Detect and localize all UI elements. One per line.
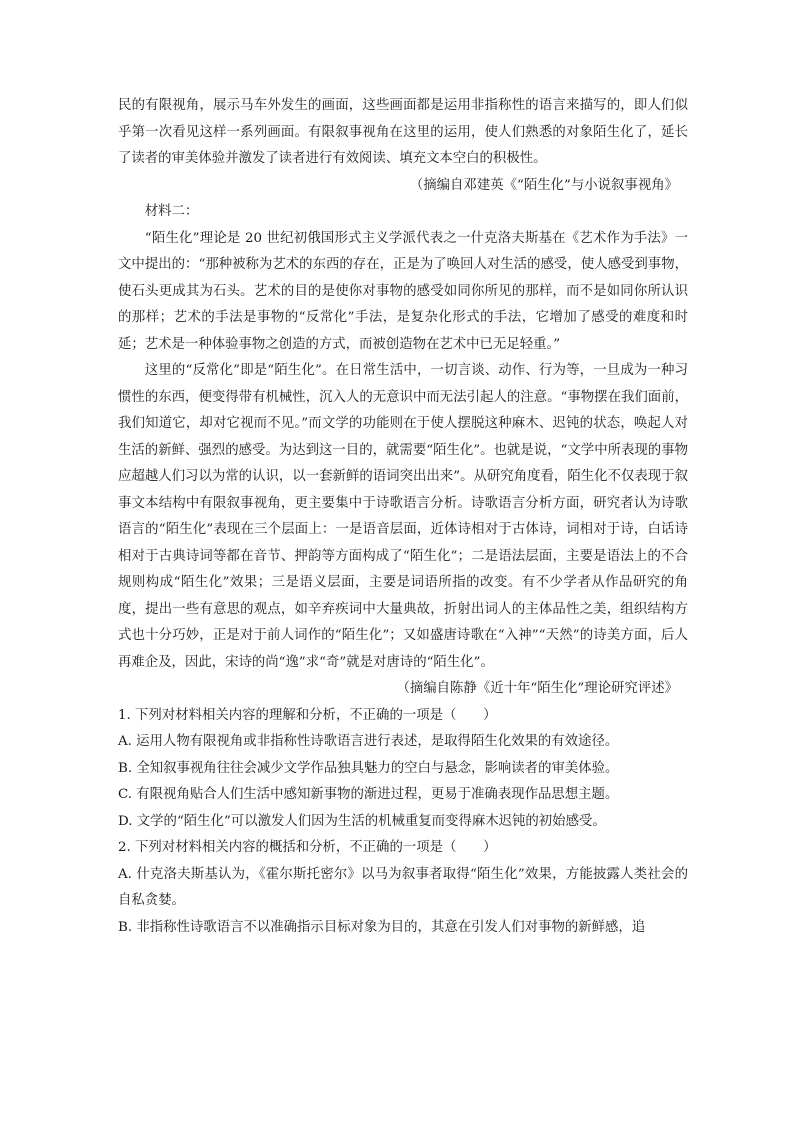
- material-two-paragraph-1: “陌生化”理论是 20 世纪初俄国形式主义学派代表之一什克洛夫斯基在《艺术作为手法》一文中提出的：“那种被称为艺术的东西的存在，正是为了唤回人对生活的感受，使人感受到事物，使石头更成其为石头。艺术的目的是使你对事物的感受如同你所见的那样，而不是如同你所认识的那样；艺术的手法是事物的“反常化”手法，是复杂化形式的手法，它增加了感受的难度和时延；艺术是一种体验事物之创造的方式，而被创造物在艺术中已无足轻重。”: [118, 230, 688, 352]
- source-citation-one: （摘编自邓建英《“陌生化”与小说叙事视角》: [409, 177, 678, 193]
- question-2-option-b: B. 非指称性诗歌语言不以准确指示目标对象为目的，其意在引发人们对事物的新鲜感，追: [118, 919, 646, 935]
- question-1-option-c: C. 有限视角贴合人们生活中感知新事物的渐进过程，更易于准确表现作品思想主题。: [118, 787, 619, 802]
- question-2-option-a: A. 什克洛夫斯基认为，《霍尔斯托密尔》以马为叙事者取得“陌生化”效果，方能披露人类社会的自私贪婪。: [118, 866, 688, 908]
- question-1: [118, 703, 688, 836]
- question-1-option-a: A. 运用人物有限视角或非指称性诗歌语言进行表述，是取得陌生化效果的有效途径。: [118, 734, 619, 749]
- source-citation-two: （摘编自陈静《近十年“陌生化”理论研究评述》: [396, 681, 678, 696]
- material-two-heading: 材料二：: [144, 204, 199, 219]
- question-1-option-d: D. 文学的“陌生化”可以激发人们因为生活的机械重复而变得麻木迟钝的初始感受。: [118, 813, 606, 829]
- question-1-stem: 1. 下列对材料相关内容的理解和分析，不正确的一项是（ ）: [118, 707, 497, 723]
- question-2: [118, 835, 688, 941]
- document-page: [118, 93, 688, 941]
- material-one-paragraph: 民的有限视角，展示马车外发生的画面，这些画面都是运用非指称性的语言来描写的，即人们似乎第一次看见这样一系列画面。有限叙事视角在这里的运用，使人们熟悉的对象陌生化了，延长了读者的审美体验并激发了读者进行有效阅读、填充文本空白的积极性。: [118, 98, 688, 166]
- question-2-stem: 2. 下列对材料相关内容的概括和分析，不正确的一项是（ ）: [118, 840, 497, 855]
- question-1-option-b: B. 全知叙事视角往往会减少文学作品独具魅力的空白与悬念，影响读者的审美体验。: [118, 760, 619, 776]
- material-two-paragraph-2: 这里的“反常化”即是“陌生化”。在日常生活中，一切言谈、动作、行为等，一旦成为一种习惯性的东西，便变得带有机械性，沉入人的无意识中而无法引起人的注意。“事物摆在我们面前，我们知道它，却对它视而不见。”而文学的功能则在于使人摆脱这种麻木、迟钝的状态，唤起人对生活的新鲜、强烈的感受。为达到这一目的，就需要“陌生化”。也就是说，“文学中所表现的事物应超越人们习以为常的认识，以一套新鲜的语词突出出来”。从研究角度看，陌生化不仅表现于叙事文本结构中有限叙事视角，更主要集中于诗歌语言分析。诗歌语言分析方面，研究者认为诗歌语言的“陌生化”表现在三个层面上：一是语音层面，近体诗相对于古体诗，词相对于诗，白话诗相对于古典诗词等都在音节、押韵等方面构成了“陌生化”；二是语法层面，主要是语法上的不合规则构成“陌生化”效果；三是语义层面，主要是词语所指的改变。有不少学者从作品研究的角度，提出一些有意思的观点，如辛弃疾词中大量典故，折射出词人的主体品性之美，组织结构方式也十分巧妙，正是对于前人词作的“陌生化”；又如盛唐诗歌在“入神”“天然”的诗美方面，后人再难企及，因此，宋诗的尚“逸”求“奇”就是对唐诗的“陌生化”。: [118, 363, 688, 670]
